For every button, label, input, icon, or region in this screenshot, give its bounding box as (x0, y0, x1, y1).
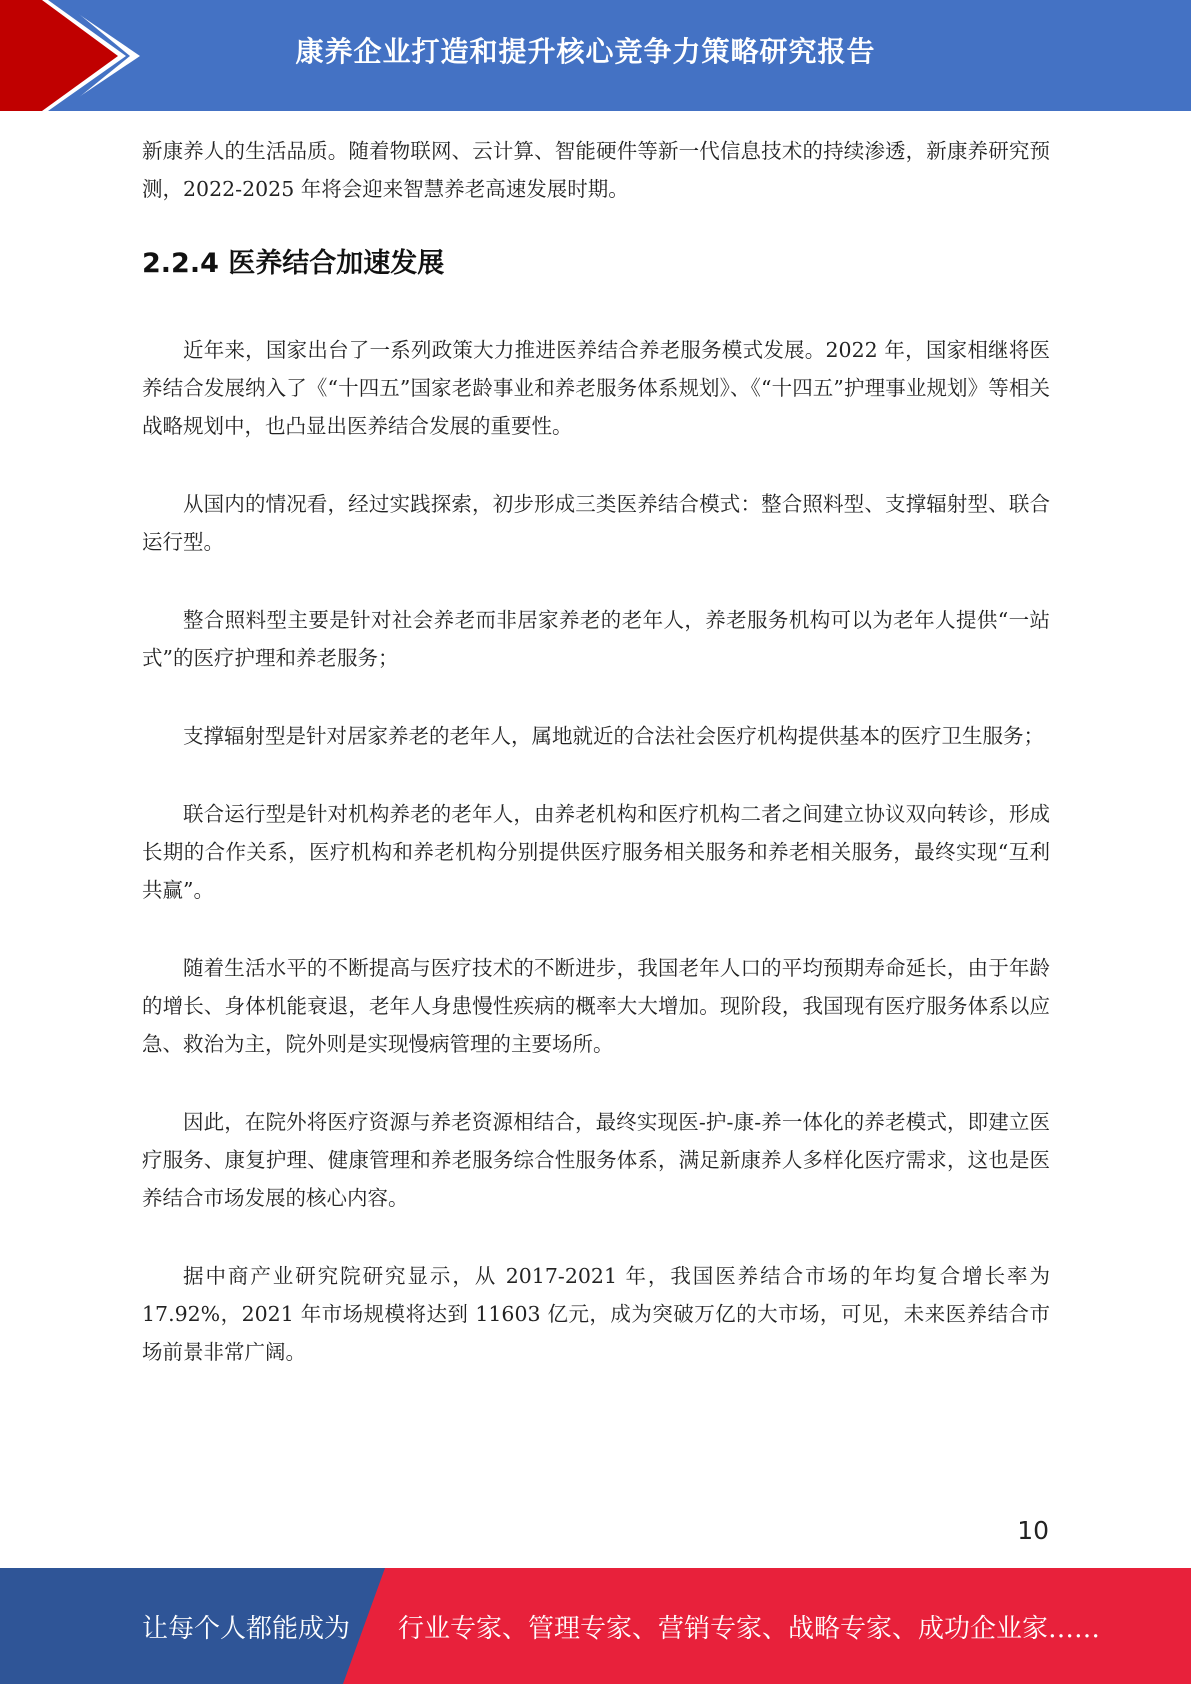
body-paragraph: 整合照料型主要是针对社会养老而非居家养老的老年人，养老服务机构可以为老年人提供“一站式”的医疗护理和养老服务； (142, 608, 1050, 670)
header-banner (0, 0, 1191, 111)
body-paragraph: 近年来，国家出台了一系列政策大力推进医养结合养老服务模式发展。2022 年，国家相继将医养结合发展纳入了《“十四五”国家老龄事业和养老服务体系规划》、《“十四五”护理事业规划》等相关战略规划中，也凸显出医养结合发展的重要性。 (142, 338, 1050, 438)
report-title: 康养企业打造和提升核心竞争力策略研究报告 (295, 35, 876, 68)
page-number: 10 (1017, 1516, 1049, 1545)
footer-banner (0, 1568, 1191, 1684)
footer-slogan-left: 让每个人都能成为 (142, 1613, 351, 1644)
body-paragraph: 支撑辐射型是针对居家养老的老年人，属地就近的合法社会医疗机构提供基本的医疗卫生服务； (183, 724, 1044, 748)
header-arrow-icon (0, 0, 160, 111)
body-paragraph: 随着生活水平的不断提高与医疗技术的不断进步，我国老年人口的平均预期寿命延长，由于年龄的增长、身体机能衰退，老年人身患慢性疾病的概率大大增加。现阶段，我国现有医疗服务体系以应急、救治为主，院外则是实现慢病管理的主要场所。 (142, 956, 1050, 1056)
body-paragraph: 因此，在院外将医疗资源与养老资源相结合，最终实现医-护-康-养一体化的养老模式，即建立医疗服务、康复护理、健康管理和养老服务综合性服务体系，满足新康养人多样化医疗需求，这也是医养结合市场发展的核心内容。 (142, 1110, 1050, 1210)
body-paragraph: 据中商产业研究院研究显示，从 2017-2021 年，我国医养结合市场的年均复合增长率为17.92%，2021 年市场规模将达到 11603 亿元，成为突破万亿的大市场，可见，未来医养结合市场前景非常广阔。 (142, 1264, 1050, 1364)
body-paragraph: 联合运行型是针对机构养老的老年人，由养老机构和医疗机构二者之间建立协议双向转诊，形成长期的合作关系，医疗机构和养老机构分别提供医疗服务相关服务和养老相关服务，最终实现“互利共赢”。 (142, 802, 1050, 902)
document-body (142, 132, 1050, 1371)
footer-slogan-right: 行业专家、管理专家、营销专家、战略专家、成功企业家…… (398, 1613, 1101, 1644)
section-heading: 2.2.4 医养结合加速发展 (142, 248, 445, 279)
intro-paragraph: 新康养人的生活品质。随着物联网、云计算、智能硬件等新一代信息技术的持续渗透，新康养研究预测，2022-2025 年将会迎来智慧养老高速发展时期。 (142, 139, 1050, 201)
body-paragraph: 从国内的情况看，经过实践探索，初步形成三类医养结合模式：整合照料型、支撑辐射型、联合运行型。 (142, 492, 1050, 554)
